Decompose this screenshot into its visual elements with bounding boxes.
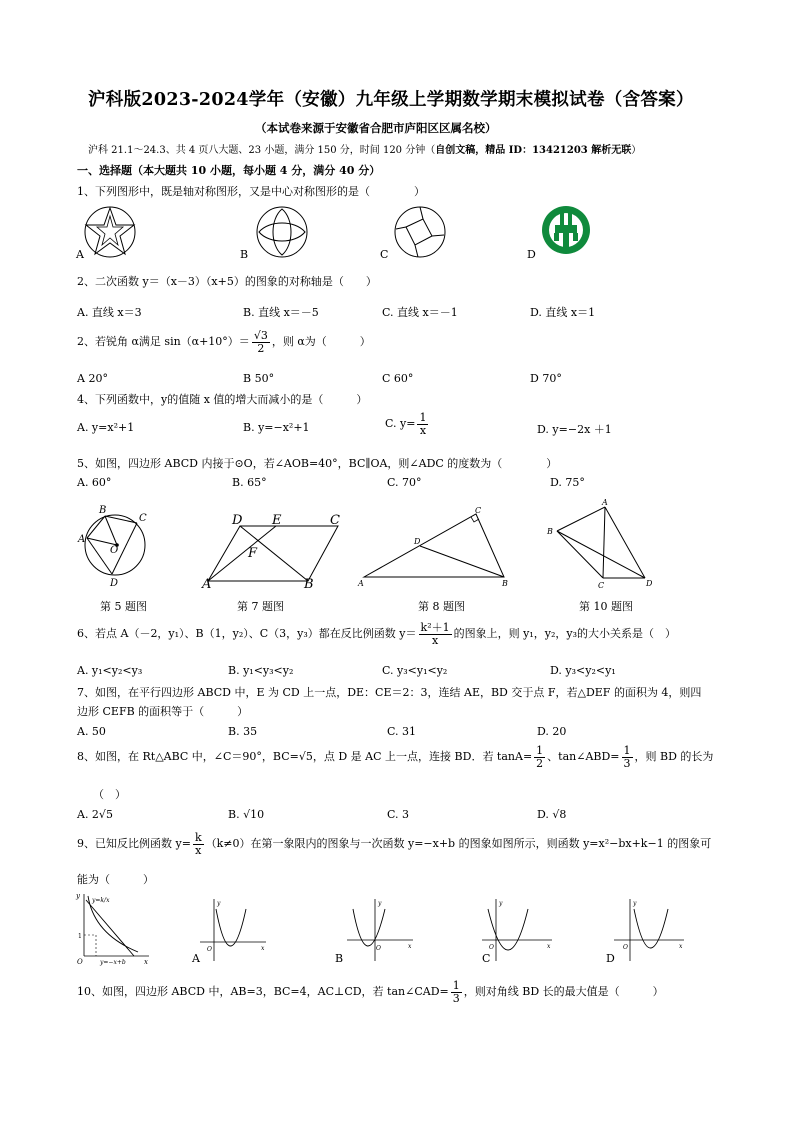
q9-stem xyxy=(77,832,711,856)
f5-label-b: B xyxy=(99,505,107,516)
q8-option-b: B. √10 xyxy=(228,808,265,821)
exam-info-text: 沪科 21.1～24.3、共 4 页八大题、23 小题，满分 150 分，时间 120 分钟（ xyxy=(88,145,436,156)
q9-label-c: C xyxy=(482,952,491,965)
figure-10-caption: 第 10 题图 xyxy=(579,600,633,613)
q9-stem-b: （k≠0）在第一象限内的图象与一次函数 y=−x+b 的图象如图所示，则函数 y=x²−bx+k−1 的图象可 xyxy=(205,837,712,851)
page-title: 沪科版2023-2024学年（安徽）九年级上学期数学期末模拟试卷（含答案） xyxy=(88,90,694,110)
q1-stem: 1、下列图形中，既是轴对称图形，又是中心对称图形的是（ ） xyxy=(77,185,425,198)
q1-figure-a-star xyxy=(80,205,160,259)
q8-f2-den: 3 xyxy=(623,756,631,770)
q2-stem: 2、二次函数 y＝（x－3）（x+5）的图象的对称轴是（ ） xyxy=(77,275,377,288)
q9-option-b-graph xyxy=(345,895,415,965)
q9-label-b: B xyxy=(335,952,344,965)
f8-label-a: A xyxy=(358,579,364,588)
q8-stem-c: 、tan∠ABD= xyxy=(547,750,620,764)
q9-given-graph xyxy=(74,890,154,965)
q4-stem: 4、下列函数中，y的值随 x 值的增大而减小的是（ ） xyxy=(77,393,368,406)
q3-stem-b: ，则 α为（ ） xyxy=(271,335,371,349)
q8-f1-den: 2 xyxy=(536,756,544,770)
f8-label-b: B xyxy=(502,579,508,588)
qd-x: x xyxy=(679,943,683,950)
q8-option-c: C. 3 xyxy=(387,808,410,821)
q8-option-d: D. √8 xyxy=(537,808,567,821)
figure-7 xyxy=(200,510,350,590)
q6-stem-b: 的图象上，则 y₁，y₂，y₃的大小关系是（ ） xyxy=(453,627,676,641)
q3-option-c: C 60° xyxy=(382,372,414,385)
q8-frac-2 xyxy=(622,745,633,769)
q10-fraction xyxy=(451,980,462,1004)
q1-label-a: A xyxy=(76,248,84,261)
q3-fraction xyxy=(252,330,270,354)
q1-label-b: B xyxy=(240,248,249,261)
f7-label-e: E xyxy=(272,513,282,528)
qc-x: x xyxy=(547,943,551,950)
q9g-label-x: x xyxy=(144,958,148,966)
q2-option-c: C. 直线 x＝－1 xyxy=(382,306,458,319)
q8-stem xyxy=(77,745,713,769)
f10-label-c: C xyxy=(598,581,605,590)
q3-stem-a: 2、若锐角 α满足 sin（α+10°）＝ xyxy=(77,335,250,349)
f5-label-o: O xyxy=(110,545,119,556)
q3-frac-den: 2 xyxy=(257,341,265,355)
f7-label-d: D xyxy=(232,513,243,528)
q1-figure-d-logo xyxy=(540,203,596,259)
q8-stem-d: ，则 BD 的长为 xyxy=(634,750,714,764)
q4-c-den: x xyxy=(419,423,427,437)
q8-f2-num: 1 xyxy=(623,744,631,757)
figure-5 xyxy=(80,500,170,590)
f7-label-c: C xyxy=(330,513,340,528)
q9-option-c-graph xyxy=(480,895,555,965)
q5-option-d: D. 75° xyxy=(550,476,585,489)
f5-label-c: C xyxy=(139,513,147,524)
q6-frac-num: k²＋1 xyxy=(420,621,450,634)
qb-y: y xyxy=(378,900,382,907)
q2-option-b: B. 直线 x＝－5 xyxy=(243,306,319,319)
q5-stem: 5、如图，四边形 ABCD 内接于⊙O，若∠AOB=40°，BC∥OA，则∠ADC 的度数为（ ） xyxy=(77,457,558,470)
f8-label-d: D xyxy=(414,537,421,546)
f10-label-a: A xyxy=(602,498,608,507)
q9-label-d: D xyxy=(606,952,615,965)
q5-option-b: B. 65° xyxy=(232,476,267,489)
q6-stem xyxy=(77,622,676,646)
qd-y: y xyxy=(633,900,637,907)
q9-frac-num: k xyxy=(194,831,202,844)
qa-y: y xyxy=(217,900,221,907)
q2-option-a: A. 直线 x＝3 xyxy=(77,306,142,319)
q7-option-b: B. 35 xyxy=(228,725,258,738)
q4-c-num: 1 xyxy=(419,411,427,424)
f5-label-d: D xyxy=(110,578,119,589)
q6-fraction xyxy=(419,622,452,646)
q9-stem-a: 9、已知反比例函数 y= xyxy=(77,837,191,851)
q5-option-a: A. 60° xyxy=(77,476,112,489)
f7-label-f: F xyxy=(248,546,258,561)
q1-label-d: D xyxy=(527,248,536,261)
figure-7-caption: 第 7 题图 xyxy=(237,600,284,613)
qb-o: O xyxy=(376,945,381,952)
q8-stem-a: 8、如图，在 Rt△ABC 中，∠C＝90°，BC= xyxy=(77,750,299,764)
q4-option-d: D. y=−2x ＋1 xyxy=(537,423,612,436)
q8-sqrt5: √5 xyxy=(298,750,313,764)
figure-8-caption: 第 8 题图 xyxy=(418,600,465,613)
q10-frac-den: 3 xyxy=(452,991,460,1005)
q1-figure-b-flower xyxy=(252,205,312,259)
q9g-label-y: y xyxy=(76,892,80,900)
f7-label-b: B xyxy=(304,577,314,592)
q4-option-c-frac xyxy=(417,412,428,436)
figure-10 xyxy=(545,498,660,593)
q2-option-d: D. 直线 x＝1 xyxy=(530,306,596,319)
f8-label-c: C xyxy=(475,506,482,515)
exam-info-end: ） xyxy=(631,145,642,156)
q6-frac-den: x xyxy=(431,633,439,647)
q8-paren: （ ） xyxy=(93,788,126,801)
q9-label-a: A xyxy=(192,952,200,965)
q10-stem-a: 10、如图，四边形 ABCD 中，AB=3，BC=4，AC⊥CD，若 tan∠CAD= xyxy=(77,985,449,999)
exam-info-id: 自创文稿，精品 ID：13421203 解析无联 xyxy=(435,145,632,156)
q6-stem-a: 6、若点 A（－2，y₁）、B（1，y₂）、C（3，y₃）都在反比例函数 y＝ xyxy=(77,627,417,641)
q8-stem-b: ，点 D 是 AC 上一点，连接 BD．若 tanA= xyxy=(312,750,533,764)
q7-option-c: C. 31 xyxy=(387,725,417,738)
q6-option-a: A. y₁<y₂<y₃ xyxy=(77,664,143,677)
q7-line1: 7、如图，在平行四边形 ABCD 中，E 为 CD 上一点，DE：CE＝2：3，连结 AE，BD 交于点 F，若△DEF 的面积为 4，则四 xyxy=(77,686,702,699)
q7-option-a: A. 50 xyxy=(77,725,106,738)
q6-option-b: B. y₁<y₃<y₂ xyxy=(228,664,294,677)
figure-8 xyxy=(358,502,518,592)
qd-o: O xyxy=(623,944,628,951)
q9g-label-line: y=−x+b xyxy=(100,959,126,966)
q3-option-b: B 50° xyxy=(243,372,275,385)
q9-fraction xyxy=(193,832,204,856)
q6-option-c: C. y₃<y₁<y₂ xyxy=(382,664,448,677)
f5-label-a: A xyxy=(78,534,86,545)
q8-frac-1 xyxy=(534,745,545,769)
q3-option-a: A 20° xyxy=(77,372,108,385)
qc-o: O xyxy=(489,944,494,951)
q3-stem xyxy=(77,330,371,354)
q9-line2: 能为（ ） xyxy=(77,873,154,886)
q9g-label-1: 1 xyxy=(78,933,82,940)
q1-figure-c-pinwheel xyxy=(390,205,450,259)
f10-label-b: B xyxy=(547,527,553,536)
q9-frac-den: x xyxy=(195,843,202,857)
q6-option-d: D. y₃<y₂<y₁ xyxy=(550,664,616,677)
q10-frac-num: 1 xyxy=(452,979,460,992)
q4-option-c-pre: C. y= xyxy=(385,417,416,431)
q10-stem-b: ，则对角线 BD 长的最大值是（ ） xyxy=(463,985,664,999)
f10-label-d: D xyxy=(646,579,653,588)
f7-label-a: A xyxy=(202,577,212,592)
q5-option-c: C. 70° xyxy=(387,476,422,489)
q8-option-a: A. 2√5 xyxy=(77,808,113,821)
qb-x: x xyxy=(408,943,412,950)
qc-y: y xyxy=(499,900,503,907)
q10-stem xyxy=(77,980,664,1004)
q4-option-a: A. y=x²+1 xyxy=(77,421,135,434)
q9g-label-curve: y=k/x xyxy=(92,897,110,904)
q3-option-d: D 70° xyxy=(530,372,562,385)
q1-label-c: C xyxy=(380,248,389,261)
qa-o: O xyxy=(207,946,212,953)
exam-info xyxy=(88,141,641,156)
q9-option-d-graph xyxy=(612,895,687,965)
q9-option-a-graph xyxy=(198,895,268,965)
q3-frac-num: √3 xyxy=(253,329,268,342)
q8-f1-num: 1 xyxy=(536,744,544,757)
figure-5-caption: 第 5 题图 xyxy=(100,600,147,613)
section-heading: 一、选择题（本大题共 10 小题，每小题 4 分，满分 40 分） xyxy=(77,164,381,177)
qa-x: x xyxy=(261,945,265,952)
q4-option-c xyxy=(385,412,430,436)
q7-line2: 边形 CEFB 的面积等于（ ） xyxy=(77,705,249,718)
q4-option-b: B. y=−x²+1 xyxy=(243,421,310,434)
q9g-label-o: O xyxy=(77,958,83,966)
q7-option-d: D. 20 xyxy=(537,725,567,738)
source-note: （本试卷来源于安徽省合肥市庐阳区区属名校） xyxy=(255,121,497,135)
